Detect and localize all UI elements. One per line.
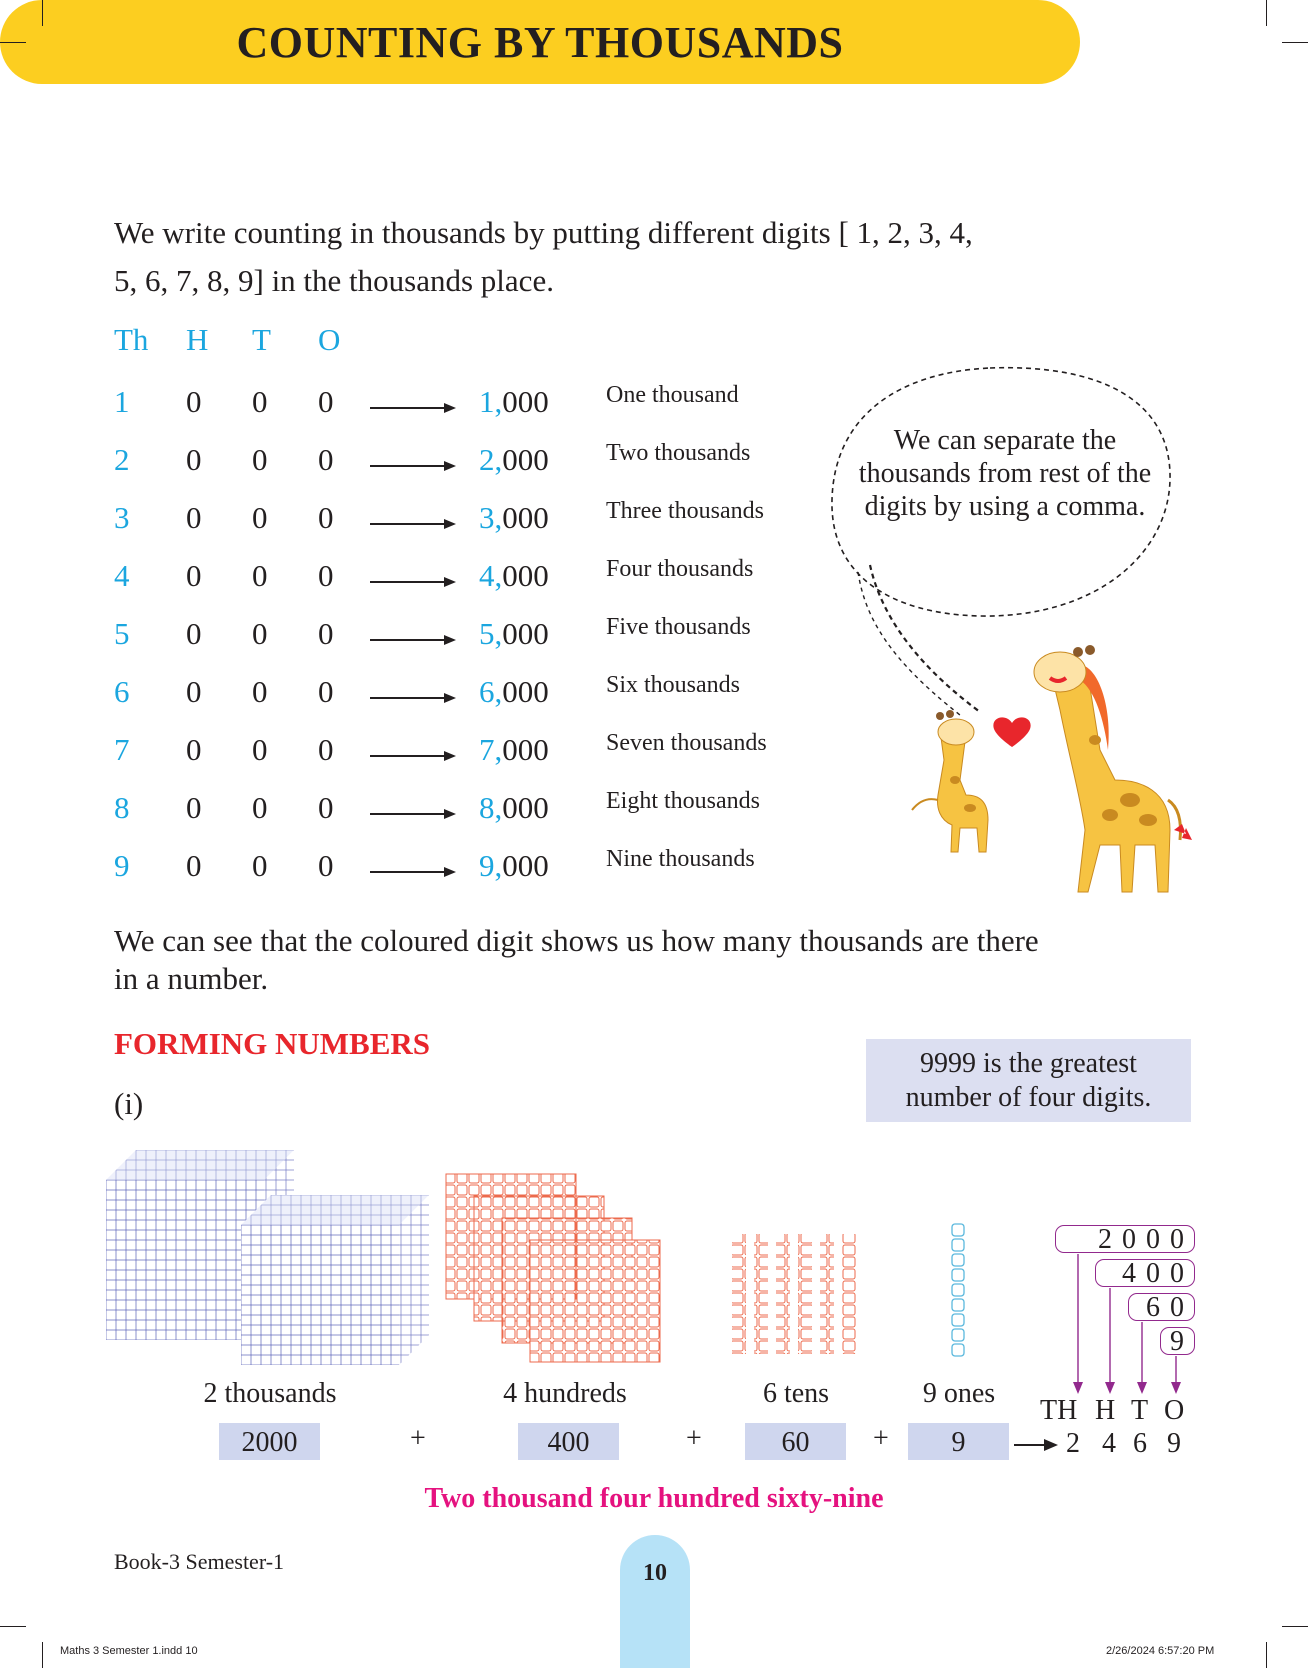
number-with-comma: 8,000 — [479, 790, 549, 825]
hundreds-digit: 0 — [186, 558, 202, 593]
ten-rod — [842, 1234, 856, 1354]
breakdown-thousands: 2000 — [1055, 1225, 1195, 1253]
crop-mark — [1266, 0, 1267, 26]
hundreds-digit: 0 — [186, 384, 202, 419]
file-slug: Maths 3 Semester 1.indd 10 — [60, 1645, 198, 1657]
result-digit-ones: 9 — [1167, 1428, 1181, 1459]
book-label: Book-3 Semester-1 — [114, 1549, 285, 1574]
note-line-2: number of four digits. — [905, 1081, 1152, 1113]
header-ones: O — [318, 322, 341, 357]
thousands-digit: 3 — [114, 500, 130, 535]
number-name: One thousand — [606, 382, 739, 408]
breakdown-header-th: TH — [1040, 1395, 1078, 1426]
number-with-comma: 3,000 — [479, 500, 549, 535]
thousand-cube — [241, 1195, 429, 1365]
thousand-cubes — [106, 1150, 436, 1365]
observation-line-2: in a number. — [114, 961, 269, 996]
heart-icon — [993, 717, 1030, 747]
tens-digit: 0 — [252, 616, 268, 651]
ten-rod — [732, 1234, 746, 1354]
number-name: Three thousands — [606, 498, 764, 524]
page-number-tab — [620, 1535, 690, 1668]
table-row — [0, 616, 800, 672]
example-label: (i) — [114, 1086, 144, 1121]
arrow-right-icon — [370, 750, 456, 762]
ones-value-box: 9 — [908, 1423, 1009, 1460]
section-heading: FORMING NUMBERS — [114, 1026, 431, 1061]
number-name: Four thousands — [606, 556, 754, 582]
ones-digit: 0 — [318, 732, 334, 767]
intro-text-line-1: We write counting in thousands by putting different digits [ 1, 2, 3, 4, — [114, 215, 973, 250]
header-thousands: Th — [114, 322, 149, 357]
thousands-digit: 7 — [114, 732, 130, 767]
result-digit-thousands: 2 — [1066, 1428, 1080, 1459]
ones-digit: 0 — [318, 674, 334, 709]
hundreds-digit: 0 — [186, 790, 202, 825]
hundreds-digit: 0 — [186, 848, 202, 883]
date-slug: 2/26/2024 6:57:20 PM — [1106, 1645, 1215, 1657]
arrow-right-icon — [370, 576, 456, 588]
result-digit-hundreds: 4 — [1102, 1428, 1116, 1459]
number-with-comma: 7,000 — [479, 732, 549, 767]
tens-digit: 0 — [252, 790, 268, 825]
thousands-digit: 1 — [114, 384, 130, 419]
ten-rod — [798, 1234, 812, 1354]
plus-sign: + — [873, 1423, 889, 1454]
ones-digit: 0 — [318, 500, 334, 535]
tens-label: 6 tens — [762, 1378, 830, 1409]
thousands-digit: 6 — [114, 674, 130, 709]
hundreds-label: 4 hundreds — [503, 1378, 627, 1409]
arrow-right-icon — [370, 692, 456, 704]
hundreds-digit: 0 — [186, 616, 202, 651]
number-in-words: Two thousand four hundred sixty-nine — [424, 1483, 884, 1514]
ones-digit: 0 — [318, 558, 334, 593]
breakdown-header-h: H — [1095, 1395, 1116, 1426]
number-name: Nine thousands — [606, 846, 755, 872]
crop-mark — [1266, 1642, 1267, 1668]
header-tens: T — [252, 322, 271, 357]
tens-digit: 0 — [252, 674, 268, 709]
thousands-digit: 5 — [114, 616, 130, 651]
table-row — [0, 848, 800, 904]
breakdown-header-o: O — [1164, 1395, 1185, 1426]
ones-digit: 0 — [318, 790, 334, 825]
observation-line-1: We can see that the coloured digit shows us how many thousands are there — [114, 923, 1039, 958]
crop-mark — [0, 42, 26, 43]
intro-text-line-2: 5, 6, 7, 8, 9] in the thousands place. — [114, 263, 554, 298]
tens-digit: 0 — [252, 500, 268, 535]
ten-rod — [820, 1234, 834, 1354]
breakdown-header-t: T — [1131, 1395, 1149, 1426]
table-row — [0, 732, 800, 788]
tens-digit: 0 — [252, 384, 268, 419]
crop-mark — [1282, 1626, 1308, 1627]
number-with-comma: 6,000 — [479, 674, 549, 709]
hundreds-digit: 0 — [186, 500, 202, 535]
tens-digit: 0 — [252, 848, 268, 883]
hundreds-value-box: 400 — [518, 1423, 619, 1460]
giraffes-illustration — [900, 630, 1200, 915]
arrow-right-icon — [1014, 1437, 1058, 1453]
arrow-right-icon — [370, 634, 456, 646]
hundred-flats — [444, 1172, 664, 1367]
page-number: 10 — [643, 1560, 667, 1586]
hundred-flat — [530, 1240, 660, 1362]
page-title: COUNTING BY THOUSANDS — [236, 17, 844, 67]
table-row — [0, 442, 800, 498]
crop-mark — [42, 1642, 43, 1668]
ten-rods — [730, 1232, 865, 1360]
tens-digit: 0 — [252, 442, 268, 477]
table-row — [0, 384, 800, 440]
table-row — [0, 674, 800, 730]
breakdown-ones: 9 — [1160, 1327, 1195, 1355]
arrow-right-icon — [370, 518, 456, 530]
tens-digit: 0 — [252, 732, 268, 767]
ten-rod — [776, 1234, 790, 1354]
ten-rod — [754, 1234, 768, 1354]
ones-units — [950, 1222, 970, 1364]
number-with-comma: 5,000 — [479, 616, 549, 651]
number-with-comma: 2,000 — [479, 442, 549, 477]
number-with-comma: 9,000 — [479, 848, 549, 883]
crop-mark — [1282, 42, 1308, 43]
table-row — [0, 500, 800, 556]
tens-digit: 0 — [252, 558, 268, 593]
hundreds-digit: 0 — [186, 442, 202, 477]
breakdown-arrows — [1070, 1250, 1190, 1398]
crop-mark — [42, 0, 43, 26]
number-name: Two thousands — [606, 440, 751, 466]
hundreds-digit: 0 — [186, 674, 202, 709]
number-name: Six thousands — [606, 672, 741, 698]
table-row — [0, 558, 800, 614]
header-hundreds: H — [186, 322, 209, 357]
plus-sign: + — [410, 1423, 426, 1454]
number-with-comma: 1,000 — [479, 384, 549, 419]
ones-digit: 0 — [318, 616, 334, 651]
arrow-right-icon — [370, 460, 456, 472]
thousands-value-box: 2000 — [219, 1423, 320, 1460]
tens-value-box: 60 — [745, 1423, 846, 1460]
title-banner — [0, 0, 1080, 84]
arrow-right-icon — [370, 808, 456, 820]
number-name: Five thousands — [606, 614, 751, 640]
thousands-digit: 9 — [114, 848, 130, 883]
table-row — [0, 790, 800, 846]
bubble-text: We can separate the thousands from rest of the digits by using a comma. — [858, 425, 1152, 522]
greatest-number-note — [866, 1039, 1191, 1122]
ones-digit: 0 — [318, 384, 334, 419]
result-digit-tens: 6 — [1133, 1428, 1147, 1459]
thousands-digit: 4 — [114, 558, 130, 593]
crop-mark — [0, 1626, 26, 1627]
number-with-comma: 4,000 — [479, 558, 549, 593]
thousands-digit: 8 — [114, 790, 130, 825]
thousands-label: 2 thousands — [203, 1378, 337, 1409]
arrow-right-icon — [370, 402, 456, 414]
number-name: Eight thousands — [606, 788, 760, 814]
note-line-1: 9999 is the greatest — [920, 1047, 1137, 1079]
plus-sign: + — [686, 1423, 702, 1454]
arrow-right-icon — [370, 866, 456, 878]
hundreds-digit: 0 — [186, 732, 202, 767]
thousands-digit: 2 — [114, 442, 130, 477]
breakdown-tens: 60 — [1128, 1293, 1195, 1321]
breakdown-hundreds: 400 — [1095, 1259, 1195, 1287]
ones-digit: 0 — [318, 442, 334, 477]
ones-label: 9 ones — [922, 1378, 996, 1409]
number-name: Seven thousands — [606, 730, 767, 756]
ones-digit: 0 — [318, 848, 334, 883]
